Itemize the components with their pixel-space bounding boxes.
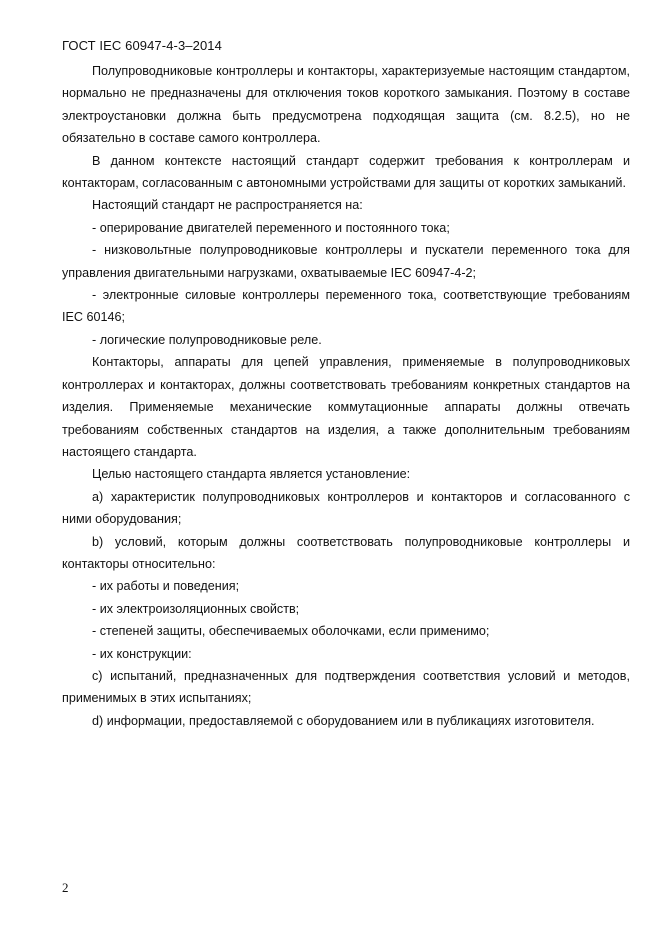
paragraph: Полупроводниковые контроллеры и контакторы, характеризуемые настоящим стандартом, нормально не предназначены для отключения токов короткого замыкания. Поэтому в составе электроустановки должна быть предусмотрена подходящая защита (см. 8.2.5), но не обязательно в составе самого контроллера. [62,64,630,146]
list-item: - их электроизоляционных свойств; [92,601,300,616]
list-item: - степеней защиты, обеспечиваемых оболочками, если применимо; [92,624,490,639]
list-item: - их конструкции: [92,646,192,661]
list-item: - электронные силовые контроллеры переменного тока, соответствующие требованиям IEC 60146; [62,288,630,325]
paragraph: Контакторы, аппараты для цепей управления, применяемые в полупроводниковых контроллерах и контакторах, должны соответствовать требованиям конкретных стандартов на изделия. Применяемые механические коммутационные аппараты должны отвечать требованиям собственных стандартов на изделия, а также дополнительным требованиям настоящего стандарта. [62,355,630,459]
paragraph: Целью настоящего стандарта является установление: [92,467,411,482]
paragraph: В данном контексте настоящий стандарт содержит требования к контроллерам и контакторам, согласованным с автономными устройствами для защиты от коротких замыканий. [62,153,630,191]
list-item: - оперирование двигателей переменного и постоянного тока; [92,220,450,235]
body-text [62,60,630,732]
paragraph: Настоящий стандарт не распространяется на: [92,198,363,213]
list-item: d) информации, предоставляемой с оборудованием или в публикациях изготовителя. [92,713,595,728]
page-number: 2 [62,880,69,895]
list-item: - логические полупроводниковые реле. [92,332,322,347]
running-header: ГОСТ IEC 60947-4-3–2014 [62,38,222,53]
list-item: - низковольтные полупроводниковые контроллеры и пускатели переменного тока для управления двигательными нагрузками, охватываемые IEC 60947-4-2; [62,243,630,280]
list-item: - их работы и поведения; [92,579,240,594]
list-item: c) испытаний, предназначенных для подтверждения соответствия условий и методов, применимых в этих испытаниях; [62,668,630,706]
list-item: b) условий, которым должны соответствовать полупроводниковые контроллеры и контакторы относительно: [62,534,630,571]
list-item: a) характеристик полупроводниковых контроллеров и контакторов и согласованного с ними оборудования; [62,489,630,527]
